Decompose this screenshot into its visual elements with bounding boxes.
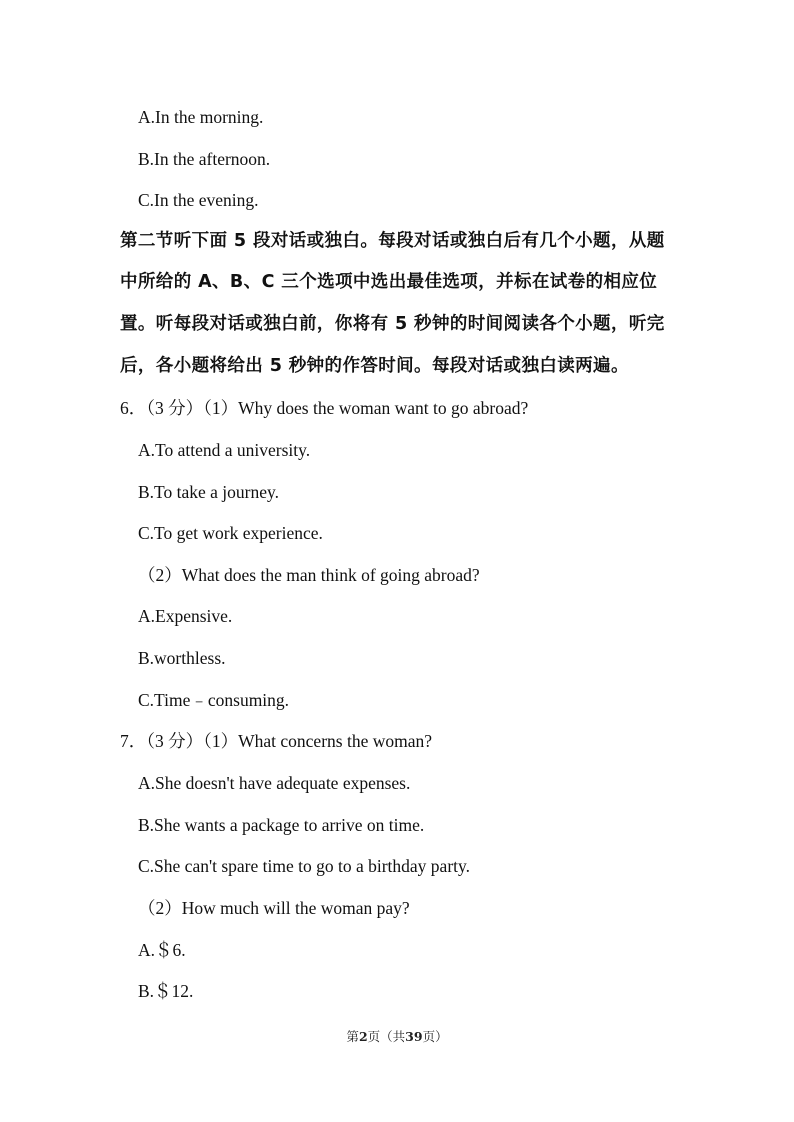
q6-part1-option-b: B.To take a journey. bbox=[138, 482, 279, 502]
footer-total-pages: 39 bbox=[405, 1029, 423, 1044]
q6-part2-option-a: A.Expensive. bbox=[138, 606, 233, 626]
q6-part1-option-a: A.To attend a university. bbox=[138, 440, 311, 460]
q5-option-a: A.In the morning. bbox=[138, 107, 264, 127]
footer-page-number: 2 bbox=[358, 1029, 368, 1044]
q7-part2-stem: （2）How much will the woman pay? bbox=[138, 898, 410, 918]
section2-line-4: 后，各小题将给出 5 秒钟的作答时间。每段对话或独白读两遍。 bbox=[120, 356, 629, 376]
footer-suffix: 页） bbox=[422, 1029, 448, 1044]
q6-stem: 6．（3 分）（1）Why does the woman want to go abroad? bbox=[120, 398, 529, 418]
q7-part2-option-a: A.＄6. bbox=[138, 940, 186, 960]
q7-part1-option-a: A.She doesn't have adequate expenses. bbox=[138, 773, 411, 793]
section2-line-3: 置。听每段对话或独白前，你将有 5 秒钟的时间阅读各个小题，听完 bbox=[120, 314, 665, 334]
q6-part2-option-b: B.worthless. bbox=[138, 648, 226, 668]
q7-stem: 7．（3 分）（1）What concerns the woman? bbox=[120, 731, 433, 751]
q5-option-b: B.In the afternoon. bbox=[138, 149, 271, 169]
q7-part2-option-b: B.＄12. bbox=[138, 981, 194, 1001]
q7-part1-option-c: C.She can't spare time to go to a birthday party. bbox=[138, 856, 471, 876]
q6-part2-stem: （2）What does the man think of going abroad? bbox=[138, 565, 480, 585]
footer-middle: 页（共 bbox=[367, 1029, 406, 1044]
section2-line-2: 中所给的 A、B、C 三个选项中选出最佳选项，并标在试卷的相应位 bbox=[120, 272, 658, 292]
footer-prefix: 第 bbox=[346, 1029, 359, 1044]
page-footer bbox=[0, 1027, 794, 1045]
q7-part1-option-b: B.She wants a package to arrive on time. bbox=[138, 815, 425, 835]
q6-part1-option-c: C.To get work experience. bbox=[138, 523, 323, 543]
q6-part2-option-c: C.Time﹣consuming. bbox=[138, 690, 290, 710]
section2-line-1: 第二节听下面 5 段对话或独白。每段对话或独白后有几个小题，从题 bbox=[120, 231, 665, 251]
q5-option-c: C.In the evening. bbox=[138, 190, 259, 210]
